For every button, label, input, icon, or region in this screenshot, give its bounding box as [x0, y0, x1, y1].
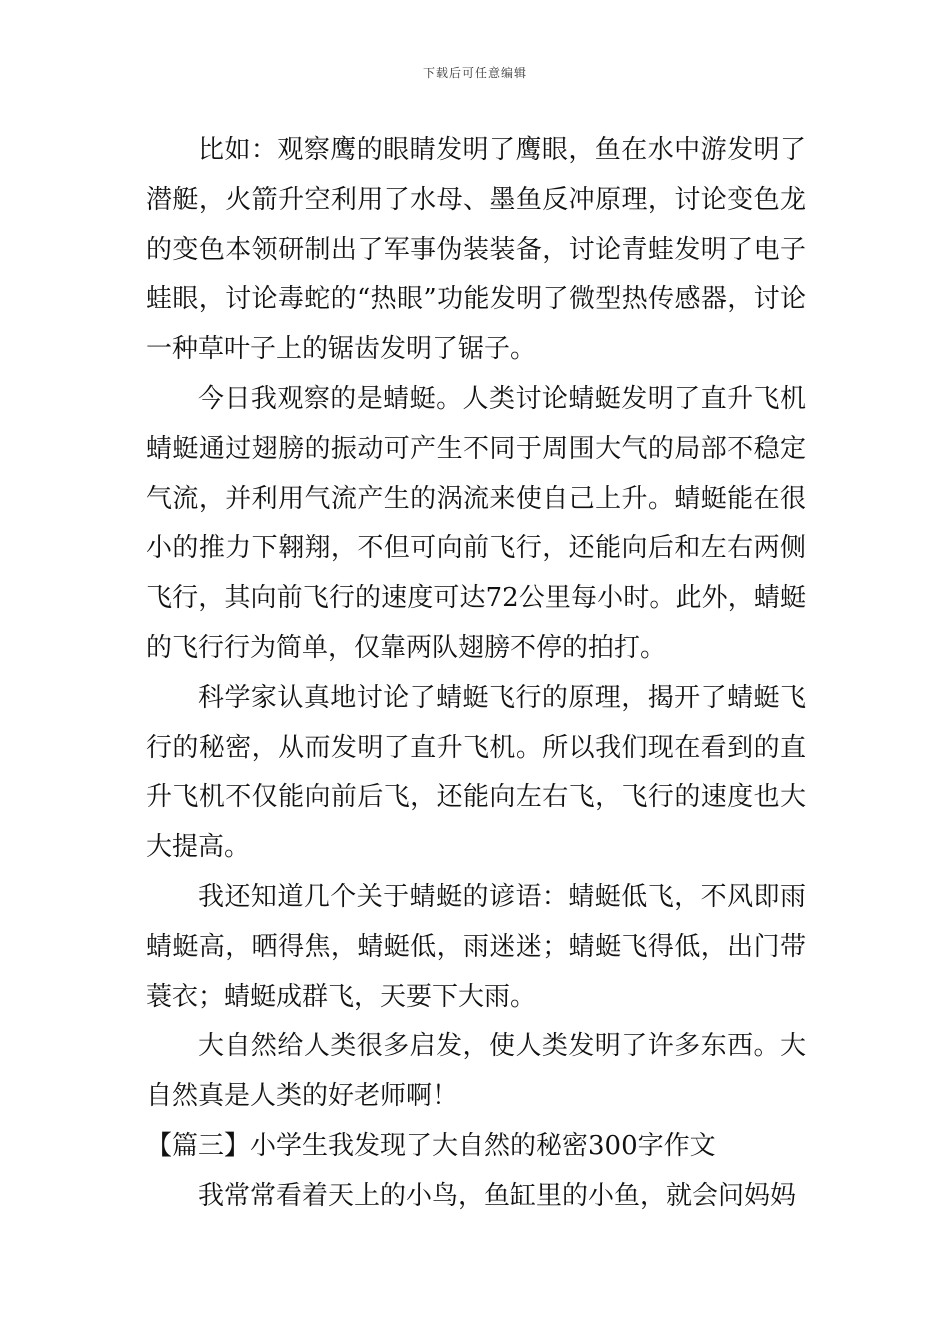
- paragraph-dragonfly-proverbs: 我还知道几个关于蜻蜓的谚语：蜻蜓低飞，不风即雨蜻蜓高，晒得焦，蜻蜓低，雨迷迷；蜻蜓飞得低，出门带蓑衣；蜻蜓成群飞，天要下大雨。: [146, 881, 806, 1012]
- paragraph-dragonfly-observation: 今日我观察的是蜻蜓。人类讨论蜻蜓发明了直升飞机蜻蜓通过翅膀的振动可产生不同于周围大气的局部不稳定气流，并利用气流产生的涡流来使自己上升。蜻蜓能在很小的推力下翱翔，不但可向前飞行，还能向后和左右两侧飞行，其向前飞行的速度可达72公里每小时。此外，蜻蜓的飞行行为简单，仅靠两队翅膀不停的拍打。: [146, 383, 806, 663]
- page-header-note: 下载后可任意编辑: [422, 66, 527, 80]
- paragraph-essay-start: 我常常看着天上的小鸟，鱼缸里的小鱼，就会问妈妈: [198, 1180, 797, 1211]
- paragraph-bionics-examples: 比如：观察鹰的眼睛发明了鹰眼，鱼在水中游发明了潜艇，火箭升空利用了水母、墨鱼反冲原理，讨论变色龙的变色本领研制出了军事伪装装备，讨论青蛙发明了电子蛙眼，讨论毒蛇的“热眼”功能发明了微型热传感器，讨论一种草叶子上的锯齿发明了锯子。: [146, 135, 806, 365]
- document-body: [146, 126, 806, 1222]
- section-heading: 【篇三】小学生我发现了大自然的秘密300字作文: [146, 1130, 716, 1161]
- paragraph-helicopter-invention: 科学家认真地讨论了蜻蜓飞行的原理，揭开了蜻蜓飞行的秘密，从而发明了直升飞机。所以我们现在看到的直升飞机不仅能向前后飞，还能向左右飞，飞行的速度也大大提高。: [146, 682, 806, 863]
- paragraph-nature-teacher: 大自然给人类很多启发，使人类发明了许多东西。大自然真是人类的好老师啊！: [146, 1031, 806, 1112]
